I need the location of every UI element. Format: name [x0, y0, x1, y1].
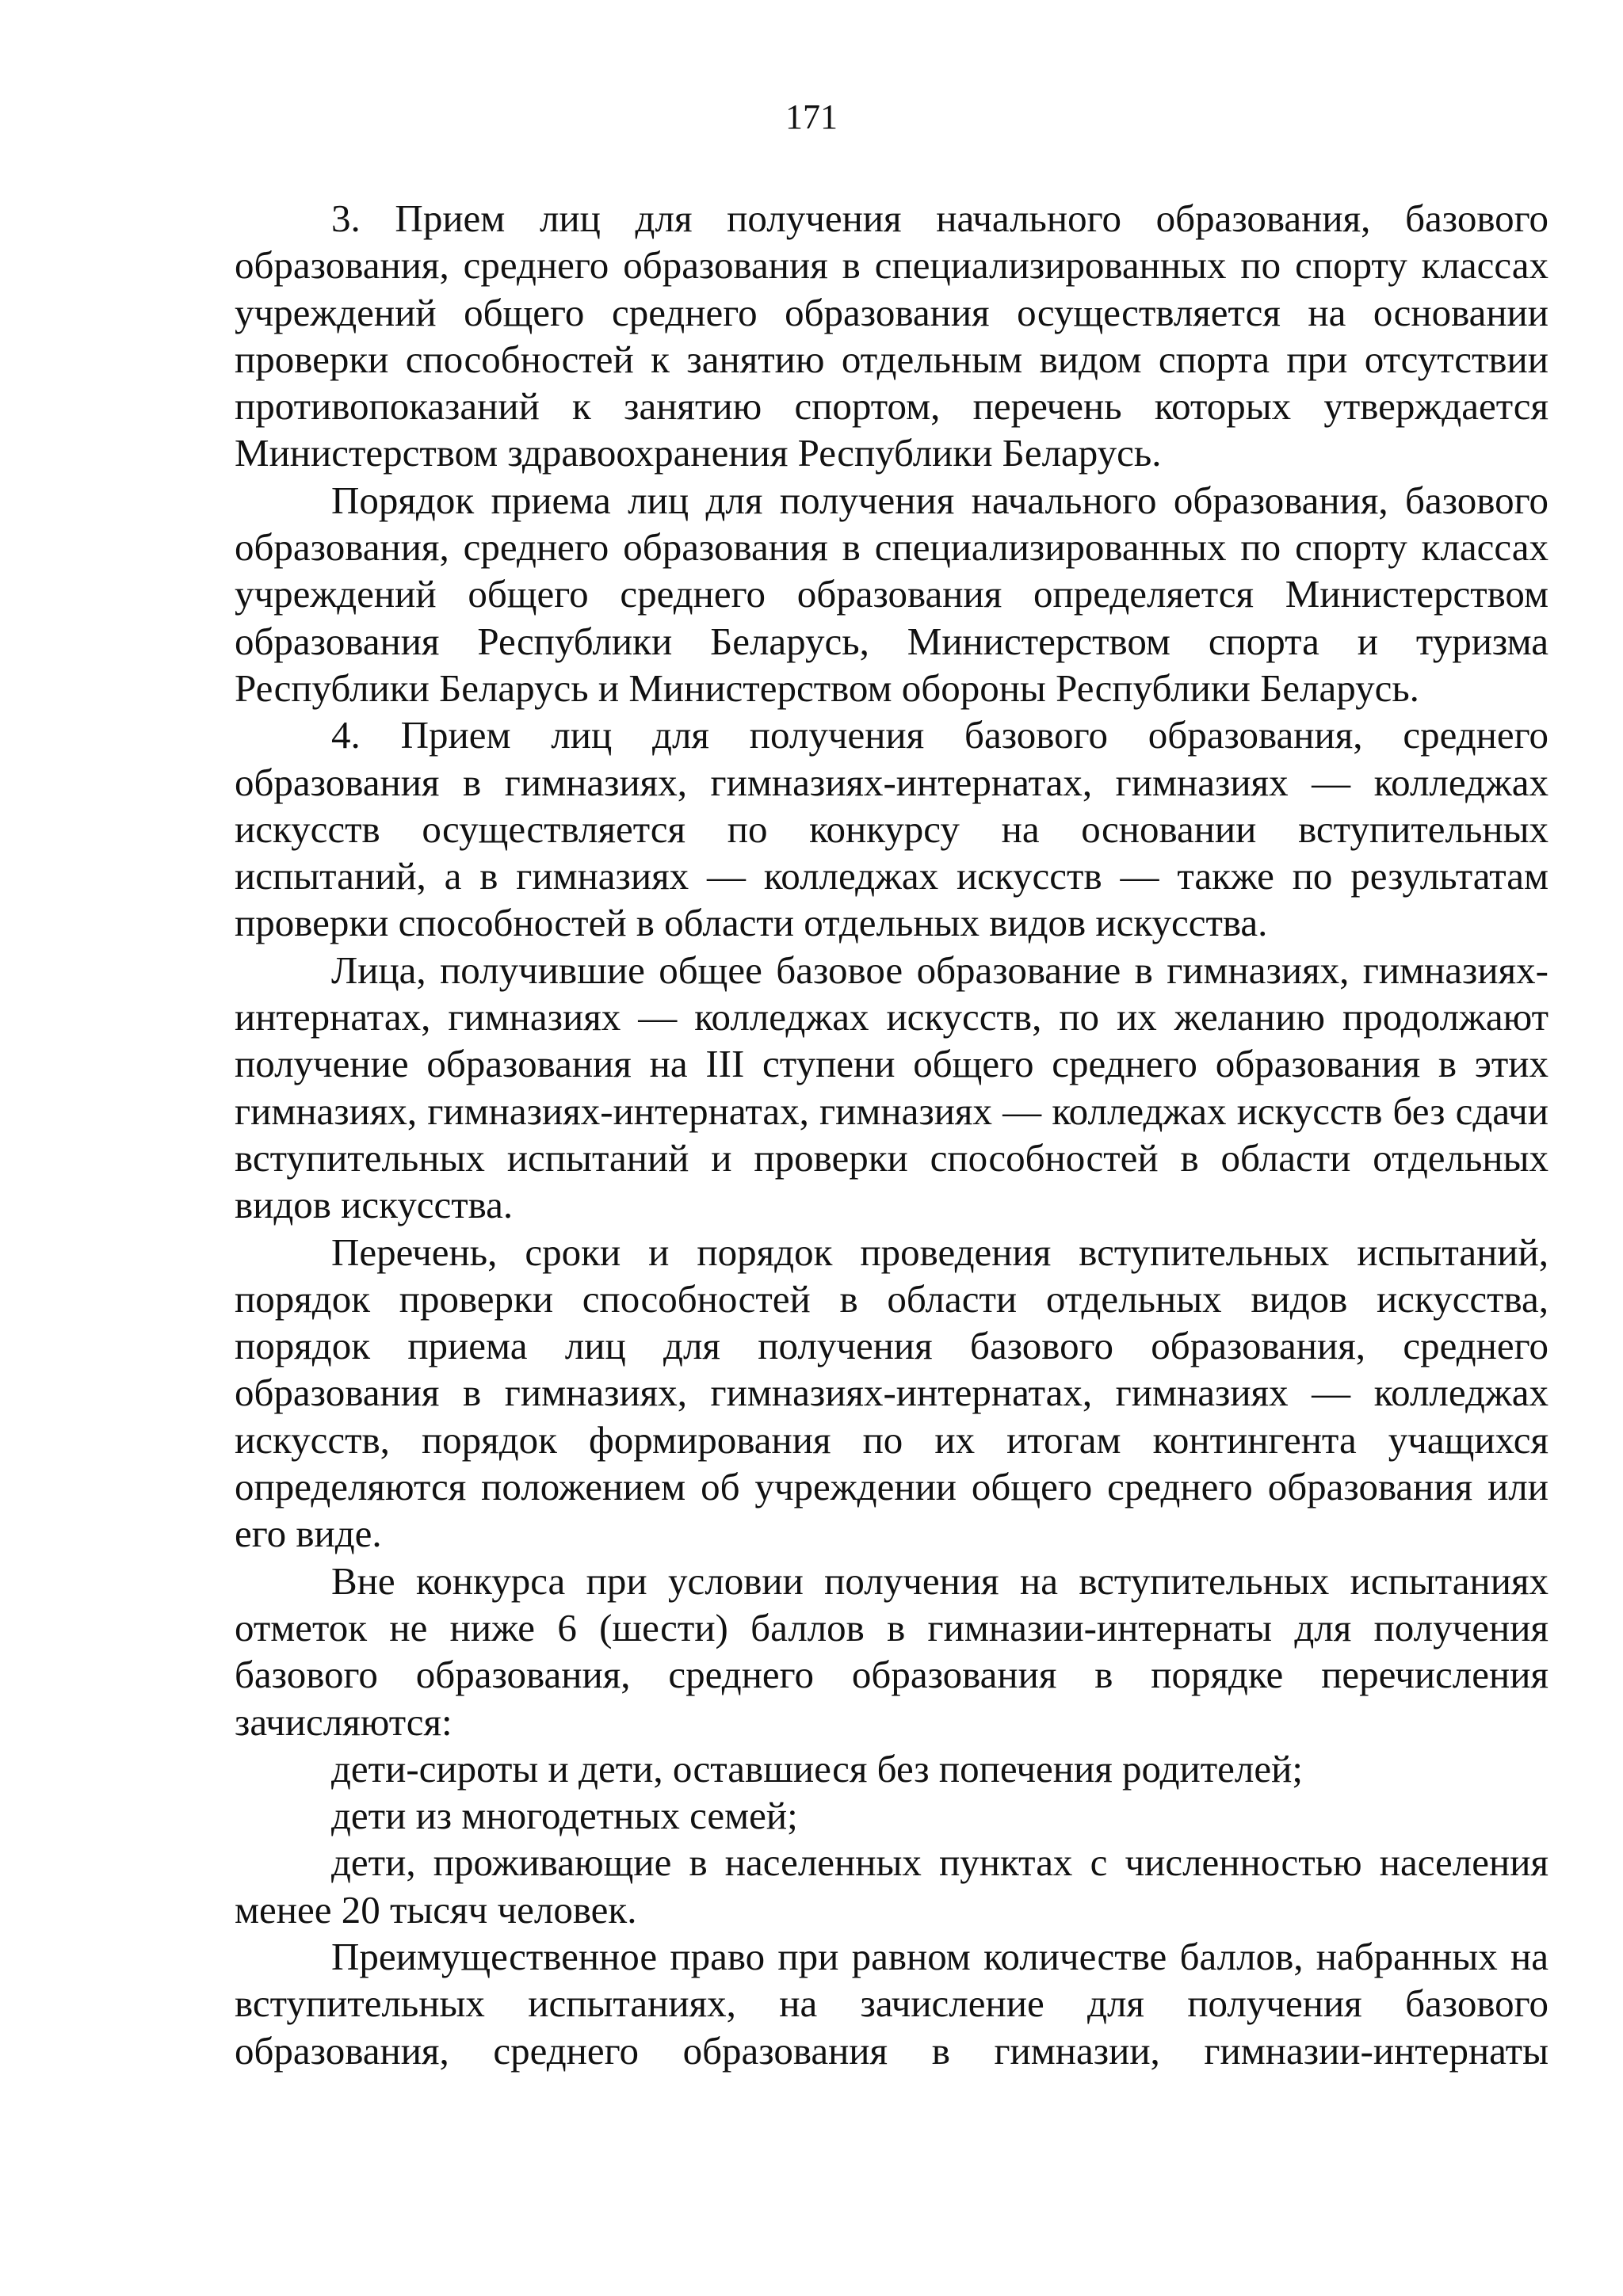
paragraph-1: 3. Прием лиц для получения начального образования, базового образования, среднего образования в специализированных по спорту классах учреждений общего среднего образования осуществляется на основании проверки способностей к занятию отдельным видом спорта при отсутствии противопоказаний к занятию спортом, перечень которых утверждается Министерством здравоохранения Республики Беларусь.	[235, 196, 1549, 475]
paragraph-2: Порядок приема лиц для получения начального образования, базового образования, среднего образования в специализированных по спорту классах учреждений общего среднего образования определяется Министерством образования Республики Беларусь, Министерством спорта и туризма Республики Беларусь и Министерством обороны Республики Беларусь.	[235, 478, 1549, 710]
list-item-large-families: дети из многодетных семей;	[331, 1794, 798, 1838]
paragraph-10: Преимущественное право при равном количестве баллов, набранных на вступительных испытаниях, на зачисление для получения базового образования, среднего образования в гимназии, гимназии-интернаты	[235, 1934, 1549, 2073]
list-item-orphans: дети-сироты и дети, оставшиеся без попечения родителей;	[331, 1746, 1303, 1791]
paragraph-6: Вне конкурса при условии получения на вступительных испытаниях отметок не ниже 6 (шести) баллов в гимназии-интернаты для получения базового образования, среднего образования в порядке перечисления зачисляются:	[235, 1558, 1549, 1744]
paragraph-5: Перечень, сроки и порядок проведения вступительных испытаний, порядок проверки способностей в области отдельных видов искусства, порядок приема лиц для получения базового образования, среднего образования в гимназиях, гимназиях-интернатах, гимназиях — колледжах искусств, порядок формирования по их итогам контингента учащихся определяются положением об учреждении общего среднего образования или его виде.	[235, 1230, 1549, 1556]
paragraph-4: Лица, получившие общее базовое образование в гимназиях, гимназиях-интернатах, гимназиях — колледжах искусств, по их желанию продолжают получение образования на III ступени общего среднего образования в этих гимназиях, гимназиях-интернатах, гимназиях — колледжах искусств без сдачи вступительных испытаний и проверки способностей в области отдельных видов искусства.	[235, 948, 1549, 1227]
paragraph-3: 4. Прием лиц для получения базового образования, среднего образования в гимназиях, гимназиях-интернатах, гимназиях — колледжах искусств осуществляется по конкурсу на основании вступительных испытаний, а в гимназиях — колледжах искусств — также по результатам проверки способностей в области отдельных видов искусства.	[235, 713, 1549, 945]
page-number: 171	[785, 97, 838, 136]
document-body	[235, 195, 1549, 2074]
list-item-small-settlements: дети, проживающие в населенных пунктах с численностью населения менее 20 тысяч человек.	[235, 1840, 1549, 1932]
